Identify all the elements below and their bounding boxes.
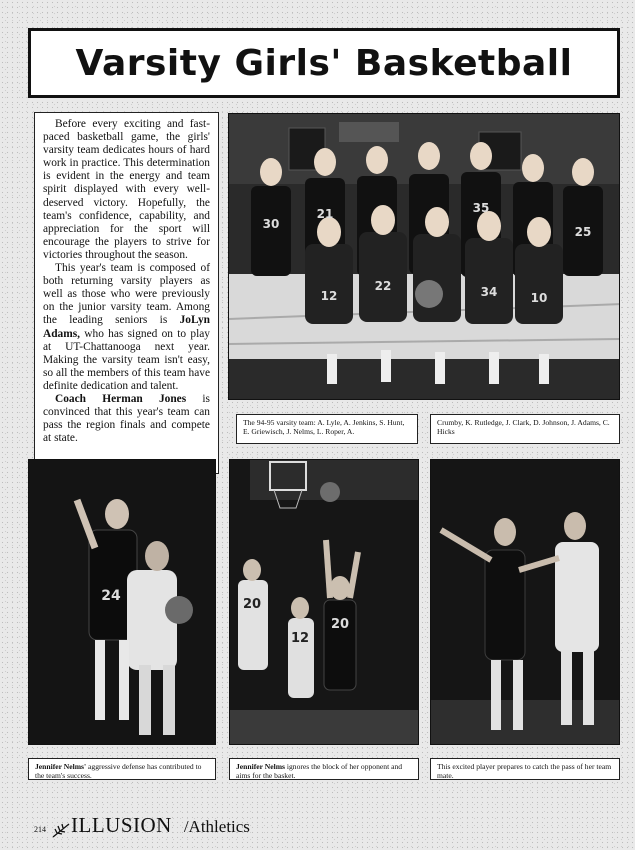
action-photo-left-caption: Jennifer Nelms' aggressive defense has contributed to the team's success.	[28, 758, 216, 780]
jersey-number: 10	[530, 291, 548, 305]
jersey-number: 12	[320, 289, 338, 303]
jersey-number: 35	[472, 201, 490, 215]
story-paragraph-3: Coach Herman Jones is convinced that this year's team can pass the region finals and compete at state.	[43, 392, 210, 445]
story-paragraph-1: Before every exciting and fast-paced basketball game, the girls' varsity team dedicates hours of hard work in practice. This determination is evident in the energy and team spirit displayed with every well-deserved victory. Hopefully, the team's confidence, capability, and appreciation for the sport will encourage the players to strive for victories throughout the season.	[43, 118, 210, 261]
action-photo-left-image	[29, 460, 216, 745]
jersey-number: 12	[290, 631, 310, 646]
jersey-number: 21	[316, 207, 334, 221]
team-photo	[228, 113, 620, 400]
page-number: 214	[34, 825, 46, 834]
team-photo-caption-left: The 94-95 varsity team: A. Lyle, A. Jenkins, S. Hunt, E. Griewisch, J. Nelms, L. Roper, A.	[236, 414, 418, 444]
section-label: /Athletics	[183, 817, 250, 836]
action-photo-center	[229, 459, 419, 745]
action-photo-center-image	[230, 460, 419, 745]
story-text-box	[34, 112, 219, 474]
action-photo-center-caption: Jennifer Nelms ignores the block of her opponent and aims for the basket.	[229, 758, 419, 780]
coach-name: Coach Herman Jones	[55, 392, 187, 405]
page-title: Varsity Girls' Basketball	[75, 42, 573, 84]
jersey-number: 22	[374, 279, 392, 293]
action-photo-right-image	[431, 460, 620, 745]
jersey-number: 20	[242, 597, 262, 612]
jersey-number: 34	[480, 285, 498, 299]
action-photo-right-caption: This excited player prepares to catch the pass of her team mate.	[430, 758, 620, 780]
action-photo-right	[430, 459, 620, 745]
title-banner	[28, 28, 620, 98]
story-paragraph-2: This year's team is composed of both returning varsity players as well as those who were previously on the junior varsity team. Among the leading seniors is JoLyn Adams, who has signed on to play at UT-Chattanooga next year. Making the varsity team isn't easy, so all the members of this team have definite dedication and talent.	[43, 262, 210, 392]
jersey-number: 24	[101, 588, 121, 604]
action-photo-left	[28, 459, 216, 745]
page-footer	[34, 808, 250, 838]
feather-icon	[52, 822, 70, 838]
jersey-number: 30	[262, 217, 280, 231]
jersey-number: 25	[574, 225, 592, 239]
jersey-number: 20	[330, 617, 350, 632]
yearbook-logo	[52, 813, 172, 838]
team-photo-image	[229, 114, 620, 400]
team-photo-caption-right: Crumby, K. Rutledge, J. Clark, D. Johnson, J. Adams, C. Hicks	[430, 414, 620, 444]
logo-text: ILLUSION	[71, 813, 172, 837]
player-name: JoLyn Adams,	[43, 314, 210, 340]
